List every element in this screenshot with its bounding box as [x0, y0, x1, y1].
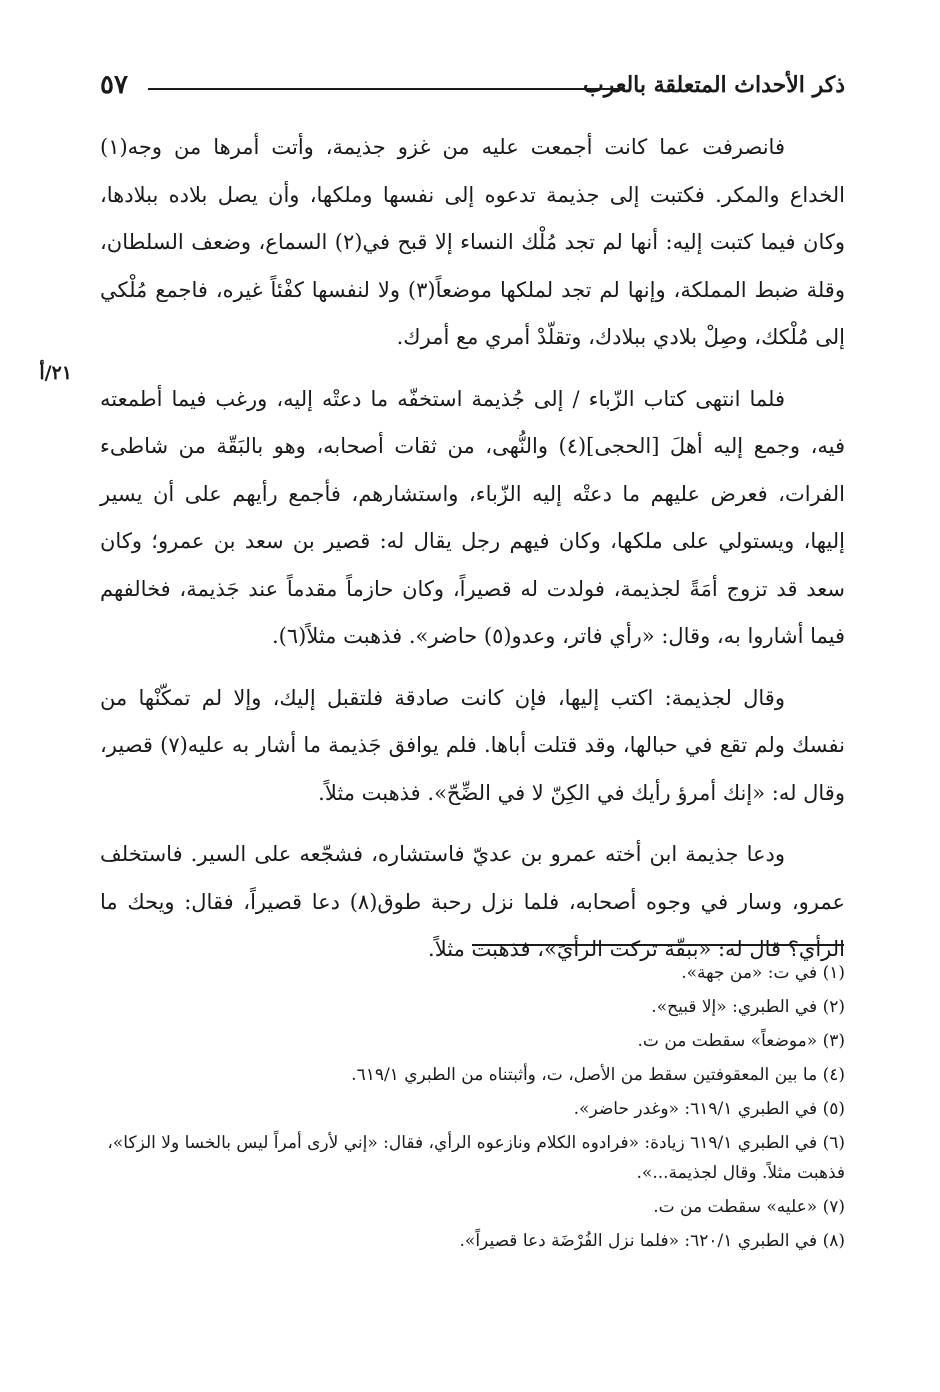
footnote: (٨) في الطبري ٦٢٠/١: «فلما نزل الفُرْضَة دعا قصيراً».: [459, 1231, 845, 1251]
footnote-separator: [472, 944, 844, 946]
paragraph: فلما انتهى كتاب الزّباء / إلى جُذيمة استخفّه ما دعتْه إليه، ورغب فيما أطمعته فيه، وجمع إليه أهلَ [الحجى](٤) والنُّهى، من ثقات أصحابه، وهو بالبَقّة من شاطىء الفرات، فعرض عليهم ما دعتْه إليه الزّباء، واستشارهم، فأجمع رأيهم على أن يسير إليها، ويستولي على ملكها، وكان فيهم رجل يقال له: قصير بن سعد بن عمرو؛ وكان سعد قد تزوج أمَةً لجذيمة، فولدت له قصيراً، وكان حازماً مقدماً عند جَذيمة، فخالفهم فيما أشاروا به، وقال: «رأي فاتر، وعدو(٥) حاضر». فذهبت مثلاً(٦).: [100, 386, 845, 648]
marginal-folio-reference: ٢١/أ: [39, 362, 72, 384]
running-title: ذكر الأحداث المتعلقة بالعرب: [582, 72, 845, 98]
footnote: (٦) في الطبري ٦١٩/١ زيادة: «فرادوه الكلام ونازعوه الرأي، فقال: «إني لأرى أمراً ليس بالخسا ولا الزكا»، فذهبت مثلاً. وقال لجذيمة...».: [107, 1133, 845, 1183]
footnote: (١) في ت: «من جهة».: [681, 963, 845, 983]
footnotes: [100, 958, 845, 1260]
footnote: (٧) «عليه» سقطت من ت.: [653, 1197, 845, 1217]
footnote: (٥) في الطبري ٦١٩/١: «وغدر حاضر».: [573, 1099, 845, 1119]
page-header: [100, 68, 845, 108]
footnote: (٤) ما بين المعقوفتين سقط من الأصل، ت، وأثبتناه من الطبري ٦١٩/١.: [351, 1065, 845, 1085]
footnote: (٣) «موضعاً» سقطت من ت.: [637, 1031, 845, 1051]
paragraph: فانصرفت عما كانت أجمعت عليه من غزو جذيمة، وأتت أمرها من وجه(١) الخداع والمكر. فكتبت إلى جذيمة تدعوه إلى نفسها وملكها، وأن يصل بلاده ببلادها، وكان فيما كتبت إليه: أنها لم تجد مُلْك النساء إلا قبح في(٢) السماع، وضعف السلطان، وقلة ضبط المملكة، وإنها لم تجد لملكها موضعاً(٣) ولا لنفسها كفْئاً غيره، فاجمع مُلْكي إلى مُلْكك، وصِلْ بلادي ببلادك، وتقلّدْ أمري مع أمرك.: [100, 135, 845, 349]
header-rule: [148, 88, 625, 90]
paragraph: وقال لجذيمة: اكتب إليها، فإن كانت صادقة فلتقبل إليك، وإلا لم تمكّنْها من نفسك ولم تقع في حبالها، وقد قتلت أباها. فلم يوافق جَذيمة ما أشار به عليه(٧) قصير، وقال له: «إنك أمرؤ رأيك في الكِنّ لا في الضِّحّ». فذهبت مثلاً.: [100, 685, 845, 805]
main-text: [100, 124, 845, 988]
page-number: ٥٧: [100, 70, 128, 100]
paragraph: ودعا جذيمة ابن أخته عمرو بن عديّ فاستشاره، فشجّعه على السير. فاستخلف عمرو، وسار في وجوه أصحابه، فلما نزل رحبة طوق(٨) دعا قصيراً، فقال: ويحك ما الرأي؟ قال له: «ببقّة تركت الرأيَ»، فذهبت مثلاً.: [100, 842, 846, 961]
footnote: (٢) في الطبري: «إلا قبيح».: [651, 997, 845, 1017]
